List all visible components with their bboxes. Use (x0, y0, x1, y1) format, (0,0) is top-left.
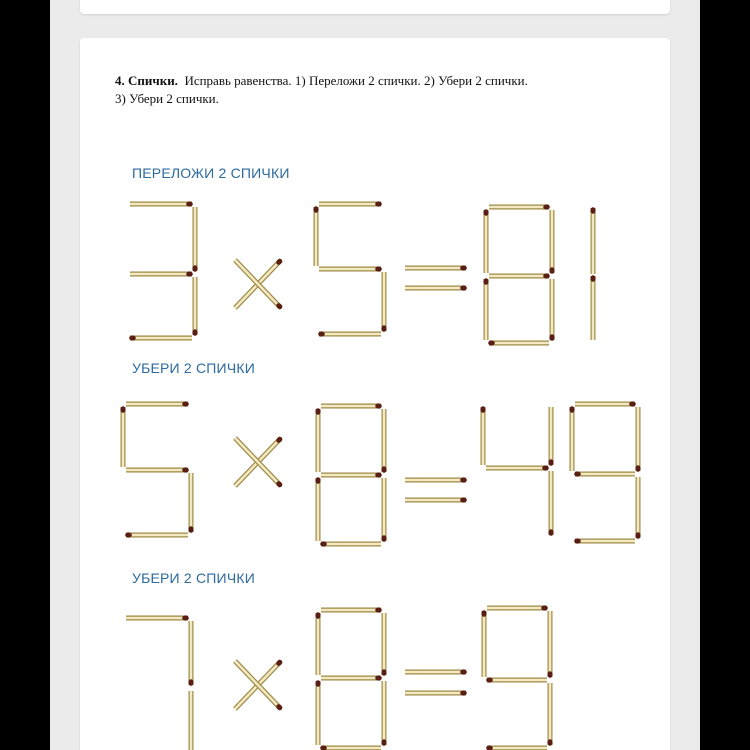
digit-4-match (480, 406, 485, 465)
digit-5-match (313, 206, 318, 266)
digit-9-match (486, 677, 547, 682)
puzzle-2-equation (120, 401, 640, 546)
digit-8-match (321, 607, 382, 612)
equals-sign-match (405, 265, 467, 270)
digit-9-match (635, 407, 640, 472)
matchstick-puzzles (80, 38, 670, 750)
digit-8-match (321, 472, 382, 477)
previous-page-card (80, 0, 670, 14)
digit-5-match (126, 401, 189, 406)
puzzle-1-equation (129, 201, 595, 345)
digit-9-match (569, 406, 574, 471)
digit-3-match (192, 277, 197, 336)
digit-9-match (547, 611, 552, 678)
digit-8-match (315, 612, 320, 675)
digit-4-match (486, 465, 549, 470)
digit-9-match (574, 538, 635, 543)
equals-sign-match (405, 669, 467, 674)
digit-8-match (320, 745, 381, 750)
digit-8-match (489, 273, 550, 278)
puzzle-3-equation (126, 605, 553, 750)
digit-5-match (318, 331, 381, 336)
digit-5-match (381, 272, 386, 332)
digit-1-match (590, 207, 595, 274)
digit-8-match (549, 279, 554, 341)
equals-sign-match (405, 477, 467, 482)
digit-4-match (548, 407, 553, 466)
digit-9-match (487, 605, 548, 610)
puzzle-1-label: ПЕРЕЛОЖИ 2 СПИЧКИ (132, 165, 290, 181)
digit-8-match (549, 210, 554, 274)
digit-1-match (590, 275, 595, 340)
digit-8-match (315, 408, 320, 472)
digit-8-match (488, 340, 549, 345)
digit-4-match (548, 471, 553, 536)
digit-9-match (486, 745, 547, 750)
task-instructions-cont: 3) Убери 2 спички. (115, 91, 219, 106)
digit-3-match (192, 207, 197, 272)
digit-8-match (381, 478, 386, 542)
digit-8-match (381, 681, 386, 746)
digit-8-match (315, 680, 320, 745)
document-viewport[interactable] (50, 0, 700, 750)
digit-8-match (321, 403, 382, 408)
equals-sign-match (405, 497, 467, 502)
equals-sign-match (405, 285, 467, 290)
digit-8-match (381, 409, 386, 473)
digit-8-match (320, 541, 381, 546)
digit-5-match (319, 201, 382, 206)
puzzle-2-label: УБЕРИ 2 СПИЧКИ (132, 360, 255, 376)
digit-7-match (188, 621, 193, 686)
task-instructions: Исправь равенства. 1) Переложи 2 спички. 2) Убери 2 спички. (184, 73, 528, 88)
digit-3-match (130, 201, 193, 206)
digit-9-match (635, 477, 640, 539)
digit-9-match (481, 610, 486, 677)
digit-9-match (547, 683, 552, 746)
digit-5-match (125, 532, 188, 537)
digit-5-match (319, 266, 382, 271)
digit-8-match (321, 675, 382, 680)
digit-8-match (483, 278, 488, 340)
page-card (80, 38, 670, 750)
digit-7-match (126, 615, 189, 620)
digit-7-match (188, 691, 193, 750)
task-number: 4. Спички. (115, 73, 178, 88)
digit-8-match (489, 204, 550, 209)
digit-3-match (129, 335, 192, 340)
digit-8-match (315, 477, 320, 541)
equals-sign-match (405, 690, 467, 695)
digit-9-match (575, 401, 636, 406)
digit-3-match (130, 271, 193, 276)
digit-5-match (188, 473, 193, 533)
digit-5-match (126, 467, 189, 472)
digit-8-match (483, 209, 488, 273)
digit-5-match (120, 406, 125, 467)
digit-9-match (574, 471, 635, 476)
puzzle-3-label: УБЕРИ 2 СПИЧКИ (132, 570, 255, 586)
digit-8-match (381, 613, 386, 676)
